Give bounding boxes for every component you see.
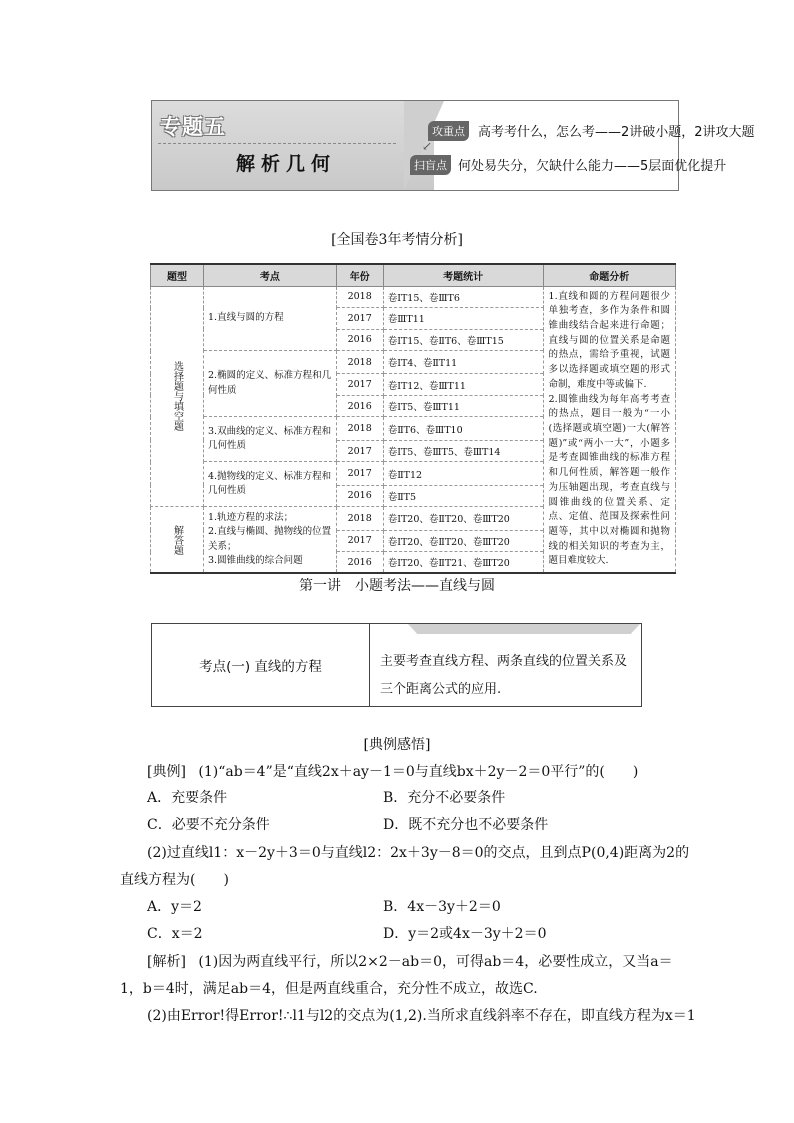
year-cell: 2017 xyxy=(336,308,383,330)
exam-analysis-table xyxy=(150,263,676,574)
option-2b: B．4x－3y＋2＝0 xyxy=(383,899,501,915)
stat-cell: 卷ⅠT5、卷ⅢT5、卷ⅢT14 xyxy=(383,440,543,462)
stat-cell: 卷ⅠT15、卷ⅢT6 xyxy=(383,286,543,308)
stat-cell: 卷ⅠT20、卷ⅡT21、卷ⅢT20 xyxy=(383,552,543,574)
topic-number: 专题五 xyxy=(160,115,226,139)
option-1a: A．充要条件 xyxy=(147,790,228,806)
point-cell: 1.直线与圆的方程 xyxy=(204,286,337,351)
year-cell: 2018 xyxy=(336,286,383,308)
point-box-decoration xyxy=(408,624,640,634)
example-label: [典例] xyxy=(147,764,186,780)
header-type: 题型 xyxy=(151,264,204,286)
stat-cell: 卷ⅠT20、卷ⅡT20、卷ⅢT20 xyxy=(383,507,543,530)
option-2c: C．x＝2 xyxy=(147,926,203,942)
type-label: 选择题与填空题 xyxy=(171,361,183,432)
tag-focus: 攻重点 xyxy=(428,121,469,141)
solution-line-3: (2)由Error!得Error!∴l1与l2的交点为(1,2).当所求直线斜率不存在，即直线方程为x＝1 xyxy=(147,1008,696,1024)
table-header-row xyxy=(151,264,676,286)
year-cell: 2017 xyxy=(336,462,383,485)
point-cell: 3.双曲线的定义、标准方程和几何性质 xyxy=(204,417,337,462)
type-cell-choice xyxy=(151,286,204,507)
stat-cell: 卷ⅡT6、卷ⅢT10 xyxy=(383,417,543,440)
stat-cell: 卷ⅠT4、卷ⅡT11 xyxy=(383,351,543,374)
option-1b: B．充分不必要条件 xyxy=(383,790,506,806)
point-cell: 2.椭圆的定义、标准方程和几何性质 xyxy=(204,351,337,417)
header-year: 年份 xyxy=(336,264,383,286)
year-cell: 2016 xyxy=(336,329,383,351)
tagline-focus: 高考考什么，怎么考——2讲破小题，2讲攻大题 xyxy=(478,125,755,140)
year-cell: 2017 xyxy=(336,440,383,462)
year-cell: 2016 xyxy=(336,395,383,417)
year-cell: 2018 xyxy=(336,507,383,530)
year-cell: 2017 xyxy=(336,374,383,396)
year-cell: 2016 xyxy=(336,552,383,574)
question-1-text: (1)“ab＝4”是“直线2x＋ay－1＝0与直线bx＋2y－2＝0平行”的( ) xyxy=(198,764,639,780)
tagline-blindspot: 何处易失分，欠缺什么能力——5层面优化提升 xyxy=(458,159,727,174)
option-1d: D．既不充分也不必要条件 xyxy=(383,817,549,833)
lecture-title: 第一讲 小题考法——直线与圆 xyxy=(299,578,495,594)
year-cell: 2017 xyxy=(336,530,383,552)
example-question-1 xyxy=(147,761,638,781)
question-2-line-2: 直线方程为( ) xyxy=(120,872,229,888)
stat-cell: 卷ⅡT12 xyxy=(383,462,543,485)
point-box xyxy=(151,623,642,707)
point-box-label: 考点(一) 直线的方程 xyxy=(152,624,370,706)
year-cell: 2016 xyxy=(336,485,383,507)
topic-title: 解析几何 xyxy=(236,153,337,175)
solution-line-2: 1，b＝4时，满足ab＝4，但是两直线重合，充分性不成立，故选C. xyxy=(120,981,538,997)
stat-cell: 卷ⅠT12、卷ⅢT11 xyxy=(383,374,543,396)
solution-text-1: (1)因为两直线平行，所以2×2－ab＝0，可得ab＝4，必要性成立，又当a＝ xyxy=(198,954,673,970)
type-label: 解答题 xyxy=(171,524,183,555)
point-box-description: 主要考查直线方程、两条直线的位置关系及三个距离公式的应用. xyxy=(380,654,628,697)
table-title: [全国卷3年考情分析] xyxy=(331,232,463,248)
section-title: [典例感悟] xyxy=(363,737,431,753)
topic-banner xyxy=(151,100,755,191)
stat-cell: 卷ⅠT15、卷ⅡT6、卷ⅢT15 xyxy=(383,329,543,351)
type-cell-answer xyxy=(151,507,204,573)
arrow-icon: ↙ xyxy=(422,139,433,153)
stat-cell: 卷ⅢT11 xyxy=(383,308,543,330)
tag-blindspot: 扫盲点 xyxy=(410,155,451,175)
stat-cell: 卷ⅠT5、卷ⅢT11 xyxy=(383,395,543,417)
point-cell: 4.抛物线的定义、标准方程和几何性质 xyxy=(204,462,337,507)
table-row xyxy=(151,286,676,308)
banner-divider xyxy=(158,143,396,144)
point-cell: 1.轨迹方程的求法； 2.直线与椭圆、抛物线的位置关系； 3.圆锥曲线的综合问题 xyxy=(204,507,337,573)
year-cell: 2018 xyxy=(336,351,383,374)
option-2a: A．y＝2 xyxy=(147,899,202,915)
header-stat: 考题统计 xyxy=(383,264,543,286)
option-1c: C．必要不充分条件 xyxy=(147,817,270,833)
stat-cell: 卷ⅠT20、卷ⅡT20、卷ⅢT20 xyxy=(383,530,543,552)
header-point: 考点 xyxy=(204,264,337,286)
year-cell: 2018 xyxy=(336,417,383,440)
header-analysis: 命题分析 xyxy=(543,264,675,286)
option-2d: D．y＝2或4x－3y＋2＝0 xyxy=(383,926,547,942)
analysis-cell: 1.直线和圆的方程问题很少单独考查，多作为条件和圆锥曲线结合起来进行命题；直线与圆的位置关系是命题的热点，需给予重视，试题多以选择题或填空题的形式命制，难度中等或偏下. 2.圆锥曲线为每年高考考查的热点，题目一般为“一小(选择题或填空题)一大(解答题)”或“两小一大”，小题多是考查圆锥曲线的标准方程和几何性质，解答题一般作为压轴题出现，考查直线与圆锥曲线的位置关系、定点、定值、范围及探索性问题等，其中以对椭圆和抛物线的相关知识的考查为主，题目难度较大. xyxy=(543,286,675,573)
stat-cell: 卷ⅡT5 xyxy=(383,485,543,507)
solution-line-1 xyxy=(147,951,673,971)
question-2-line-1: (2)过直线l1：x－2y＋3＝0与直线l2：2x＋3y－8＝0的交点，且到点P(0,4)距离为2的 xyxy=(147,845,690,861)
solution-label: [解析] xyxy=(147,954,186,970)
